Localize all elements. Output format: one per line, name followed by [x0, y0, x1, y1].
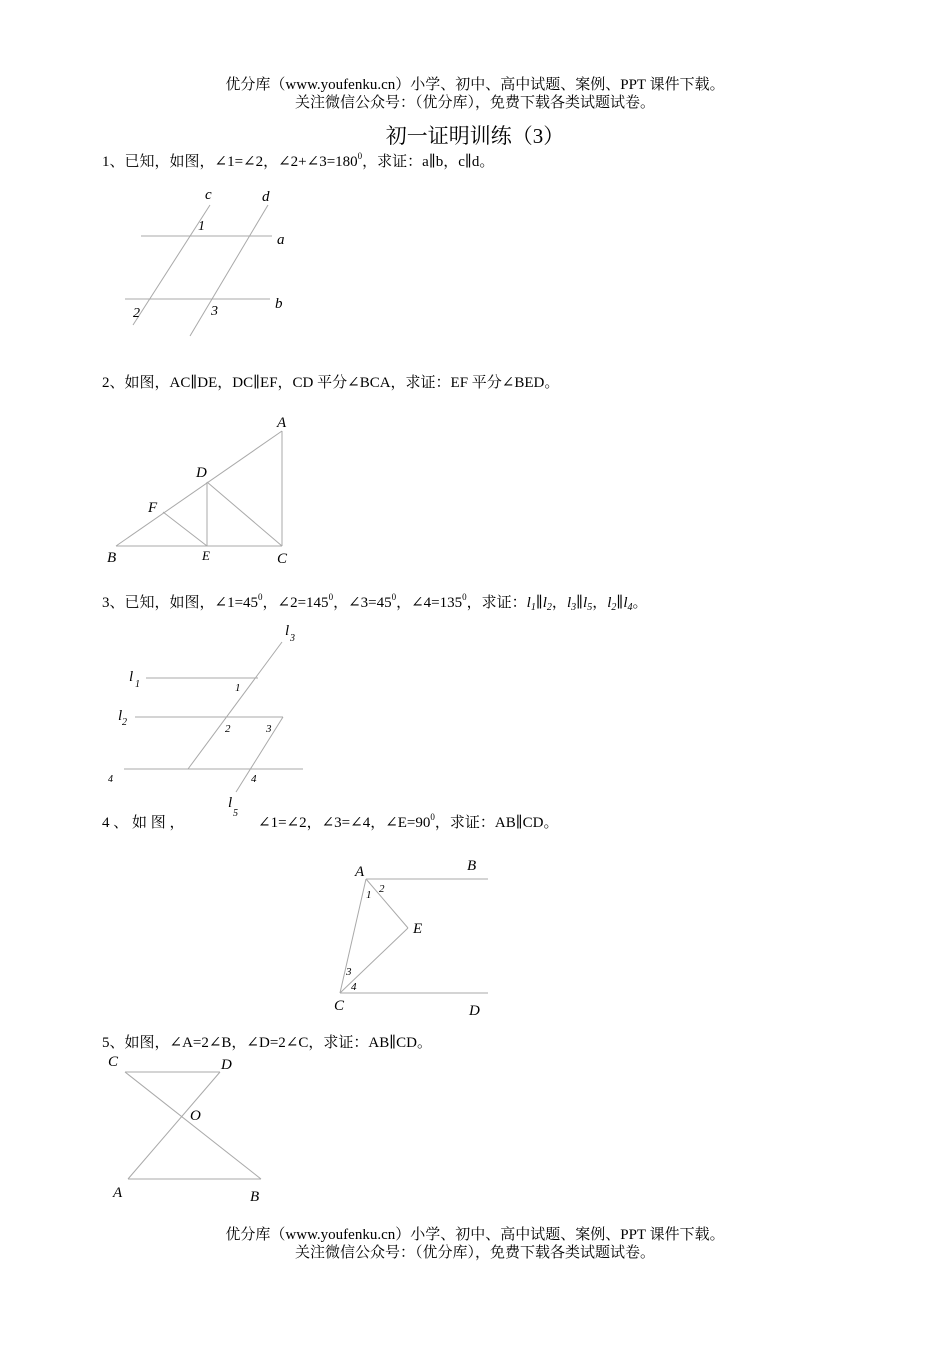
- question-3-text: 3、已知，如图，$\angle 1=45^0$，$\angle 2=145^0$，$\angle 3=45^0$，$\angle 4=135^0$，求证：$l_1\parallel l_2$，$l_3\parallel l_5$，$l_2\parallel l_4$。: [102, 592, 648, 613]
- label-angle-1: 1: [366, 889, 372, 901]
- label-l5: l: [228, 795, 233, 811]
- label-A: A: [355, 864, 365, 880]
- label-C: C: [108, 1054, 119, 1070]
- label-B: B: [107, 550, 117, 566]
- label-l4: 4: [108, 774, 113, 785]
- label-O: O: [190, 1108, 201, 1124]
- footer-line-1: 优分库（www.youfenku.cn）小学、初中、高中试题、案例、PPT 课件下载。: [225, 1227, 725, 1243]
- label-angle-2: 2: [379, 883, 385, 895]
- label-A: A: [113, 1185, 123, 1201]
- label-A: A: [277, 415, 287, 431]
- label-angle-3: 3: [211, 304, 218, 319]
- label-angle-4: 4: [351, 981, 357, 993]
- label-C: C: [334, 998, 345, 1014]
- label-D: D: [469, 1003, 480, 1019]
- footer-line-2: 关注微信公众号：（优分库），免费下载各类试题试卷。: [294, 1245, 655, 1261]
- label-d: d: [262, 189, 270, 205]
- label-angle-2: 2: [133, 306, 140, 321]
- question-5-text: 5、如图，∠A=2∠B，∠D=2∠C，求证：AB∥CD。: [102, 1035, 432, 1051]
- label-F: F: [148, 500, 158, 516]
- label-D: D: [196, 465, 207, 481]
- label-l3-sub: 3: [290, 633, 295, 644]
- question-4-text: ∠1=∠2，∠3=∠4，$\angle E=90^0$，求证：AB∥CD。: [258, 812, 559, 831]
- label-angle-2: 2: [225, 723, 231, 735]
- label-angle-1: 1: [235, 682, 241, 694]
- question-4-prefix: 4 、 如 图 ，: [102, 815, 185, 831]
- label-l2: l: [118, 708, 123, 724]
- label-C: C: [277, 551, 288, 567]
- label-l2-sub: 2: [122, 717, 127, 728]
- question-2-text: 2、如图，AC∥DE，DC∥EF，CD 平分∠BCA，求证：EF 平分∠BED。: [102, 375, 560, 391]
- label-B: B: [250, 1189, 260, 1205]
- label-E: E: [413, 921, 423, 937]
- label-angle-3: 3: [266, 723, 272, 735]
- label-a: a: [277, 232, 285, 248]
- label-angle-3: 3: [346, 966, 352, 978]
- label-D: D: [221, 1057, 232, 1073]
- segment-CB: [125, 1072, 261, 1179]
- label-l1: l: [129, 669, 134, 685]
- label-b: b: [275, 296, 283, 312]
- label-l3: l: [285, 623, 290, 639]
- label-angle-1: 1: [198, 219, 205, 234]
- page-title: 初一证明训练（3）: [385, 124, 565, 148]
- segment-DA: [128, 1072, 220, 1179]
- header-line-1: 优分库（www.youfenku.cn）小学、初中、高中试题、案例、PPT 课件下载。: [225, 77, 725, 93]
- label-E: E: [202, 548, 210, 563]
- label-l5-sub: 5: [233, 808, 238, 819]
- label-angle-4: 4: [251, 773, 257, 785]
- label-B: B: [467, 858, 477, 874]
- label-l1-sub: 1: [135, 679, 140, 690]
- question-1-text: 1、已知，如图，∠1=∠2，$\angle 2+\angle 3=180^0$，求证：a∥b，c∥d。: [102, 151, 495, 170]
- header-line-2: 关注微信公众号：（优分库），免费下载各类试题试卷。: [294, 95, 655, 111]
- label-c: c: [205, 187, 212, 203]
